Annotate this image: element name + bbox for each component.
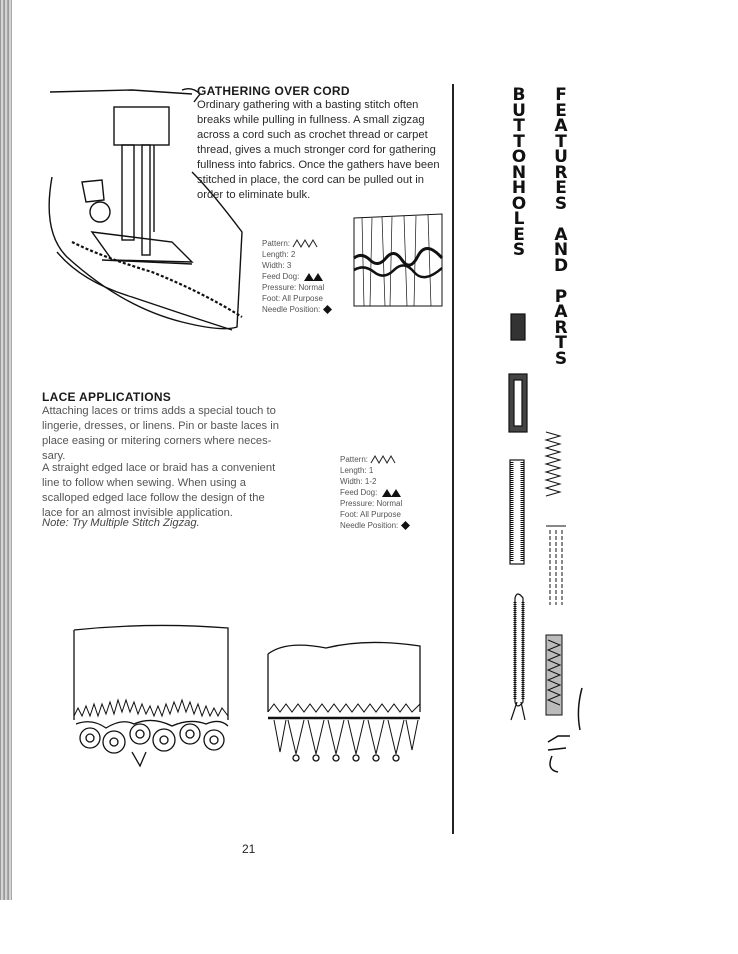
section-heading-gathering: GATHERING OVER CORD	[197, 84, 350, 98]
gathering-settings: Pattern: Length: 2 Width: 3 Feed Dog: Pressure: Normal Foot: All Purpose Needle Position:	[262, 238, 332, 315]
gathering-paragraph: Ordinary gathering with a basting stitch often breaks while pulling in fullness. A small zigzag across a cord such as crochet thread or carpet thread, gives a much stronger cord for gathering fullness into fabrics. Once the gathers have been stitched in place, the cord can be pulled out in order to eliminate bulk.	[197, 99, 440, 201]
book-binding-edge	[0, 0, 12, 900]
needle-center-icon	[401, 521, 410, 530]
sidebar-heading-buttonholes: B U T T O N H O L E S	[511, 85, 527, 260]
lace-note: Note: Try Multiple Stitch Zigzag.	[42, 517, 200, 529]
lace-settings: Pattern: Length: 1 Width: 1-2 Feed Dog: Pressure: Normal Foot: All Purpose Needle Position:	[340, 454, 410, 531]
feed-dog-up-icon	[380, 488, 402, 497]
needle-center-icon	[323, 305, 332, 314]
buttonhole-thumbnails	[505, 310, 540, 730]
scalloped-lace-sample	[72, 620, 232, 770]
lace-paragraph-1: Attaching laces or trims adds a special touch to lingerie, dresses, or linens. Pin or baste laces in place easing or mitering corners where neces- sary.	[42, 405, 279, 462]
zigzag-pattern-icon	[371, 455, 395, 464]
column-divider	[452, 84, 454, 834]
straight-lace-sample	[266, 634, 422, 770]
stitch-feature-thumbnails	[536, 430, 596, 780]
page-number: 21	[242, 842, 256, 856]
zigzag-pattern-icon	[293, 239, 317, 248]
feed-dog-up-icon	[302, 272, 324, 281]
gathered-fabric-sample	[352, 212, 444, 308]
sidebar-heading-features-and-parts: F E A T U R E S A N D P A R T S	[553, 85, 569, 369]
lace-paragraph-2: A straight edged lace or braid has a convenient line to follow when sewing. When using a scalloped edged lace follow the design of the lace for an almost invisible application.	[42, 462, 276, 519]
section-heading-lace: LACE APPLICATIONS	[42, 390, 172, 404]
